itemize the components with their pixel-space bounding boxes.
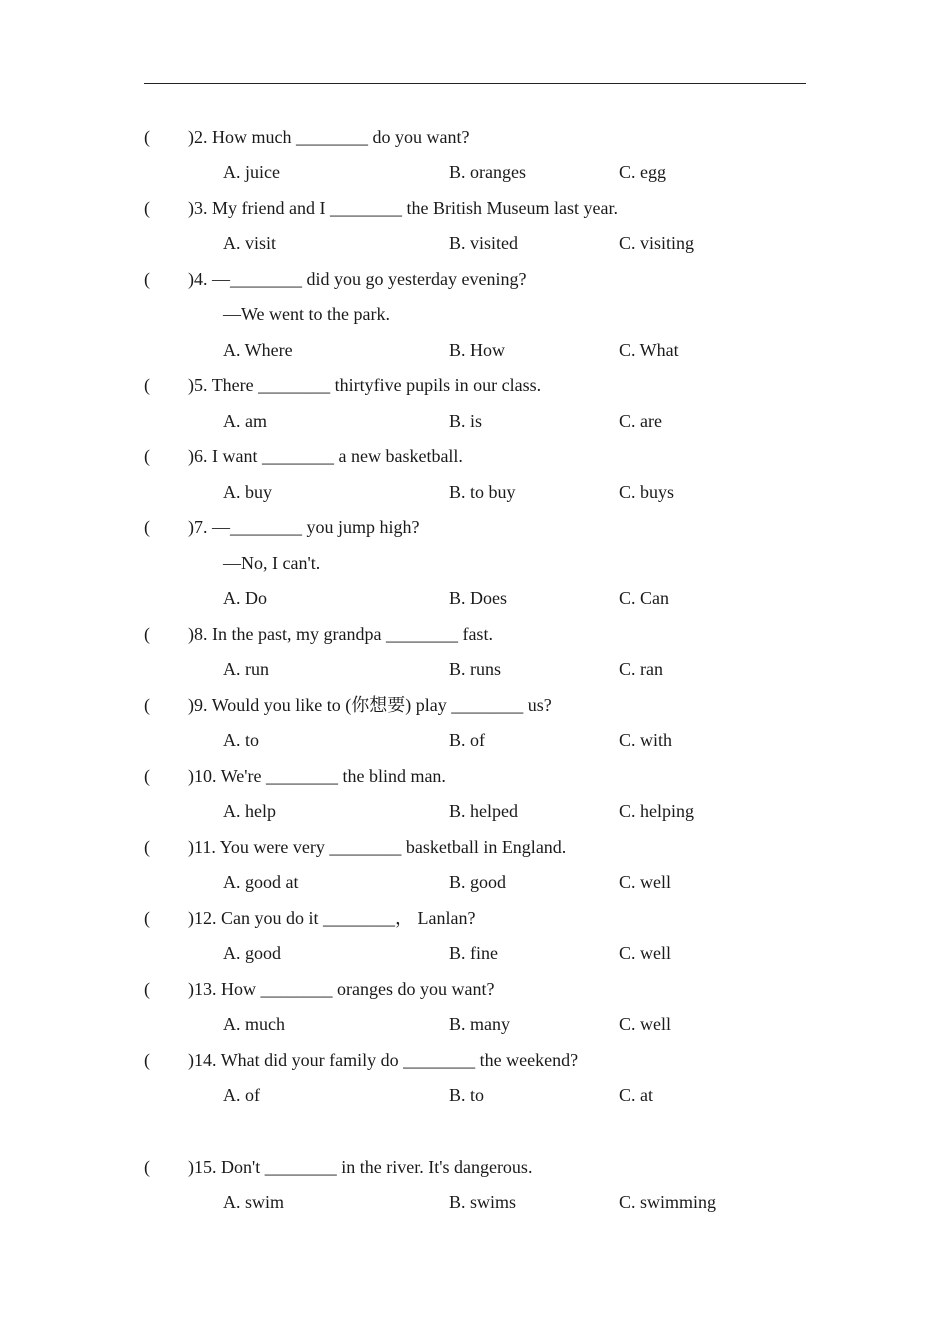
option-a: A. run <box>223 659 269 679</box>
option-b: B. How <box>449 340 506 360</box>
option-a: A. juice <box>223 162 280 182</box>
answer-paren-open: ( <box>144 446 150 466</box>
option-c: C. ran <box>619 659 663 679</box>
option-a: A. visit <box>223 233 277 253</box>
option-c: C. well <box>619 872 671 892</box>
question-text: 11. You were very ________ basketball in England. <box>194 837 567 857</box>
option-c: C. egg <box>619 162 666 182</box>
answer-paren-open: ( <box>144 1157 150 1177</box>
dialogue-reply: —No, I can't. <box>223 553 321 573</box>
question-text: 10. We're ________ the blind man. <box>194 766 446 786</box>
answer-paren-close: ) <box>188 446 194 466</box>
option-c: C. Can <box>619 588 670 608</box>
option-b: B. visited <box>449 233 519 253</box>
option-c: C. visiting <box>619 233 695 253</box>
question-text: 7. —________ you jump high? <box>194 517 420 537</box>
question-text: 13. How ________ oranges do you want? <box>194 979 495 999</box>
question-text: 3. My friend and I ________ the British Museum last year. <box>194 198 618 218</box>
option-a: A. much <box>223 1014 285 1034</box>
answer-paren-open: ( <box>144 979 150 999</box>
answer-paren-open: ( <box>144 624 150 644</box>
answer-paren-close: ) <box>188 695 194 715</box>
option-a: A. to <box>223 730 259 750</box>
question-text: 6. I want ________ a new basketball. <box>194 446 463 466</box>
option-a: A. swim <box>223 1192 285 1212</box>
option-c: C. buys <box>619 482 675 502</box>
question-text: 5. There ________ thirtyfive pupils in our class. <box>194 375 542 395</box>
question-text: 2. How much ________ do you want? <box>194 127 470 147</box>
option-a: A. help <box>223 801 276 821</box>
option-c: C. with <box>619 730 673 750</box>
option-b: B. helped <box>449 801 518 821</box>
question-text: 12. Can you do it ________， Lanlan? <box>194 908 476 928</box>
answer-paren-close: ) <box>188 624 194 644</box>
answer-paren-open: ( <box>144 695 150 715</box>
option-b: B. of <box>449 730 485 750</box>
option-c: C. What <box>619 340 679 360</box>
option-b: B. runs <box>449 659 502 679</box>
option-c: C. swimming <box>619 1192 717 1212</box>
answer-paren-open: ( <box>144 375 150 395</box>
dialogue-reply: —We went to the park. <box>223 304 391 324</box>
answer-paren-close: ) <box>188 979 194 999</box>
answer-paren-close: ) <box>188 517 194 537</box>
answer-paren-close: ) <box>188 375 194 395</box>
answer-paren-open: ( <box>144 269 150 289</box>
option-c: C. helping <box>619 801 694 821</box>
option-b: B. many <box>449 1014 510 1034</box>
answer-paren-open: ( <box>144 127 150 147</box>
answer-paren-open: ( <box>144 198 150 218</box>
option-b: B. Does <box>449 588 507 608</box>
answer-paren-close: ) <box>188 127 194 147</box>
option-a: A. good at <box>223 872 299 892</box>
answer-paren-close: ) <box>188 1050 194 1070</box>
option-a: A. Do <box>223 588 267 608</box>
answer-paren-close: ) <box>188 1157 194 1177</box>
answer-paren-close: ) <box>188 198 194 218</box>
option-b: B. good <box>449 872 507 892</box>
option-a: A. am <box>223 411 267 431</box>
option-c: C. are <box>619 411 662 431</box>
answer-paren-open: ( <box>144 517 150 537</box>
answer-paren-close: ) <box>188 269 194 289</box>
option-b: B. to buy <box>449 482 516 502</box>
option-b: B. is <box>449 411 483 431</box>
option-c: C. well <box>619 1014 671 1034</box>
answer-paren-close: ) <box>188 837 194 857</box>
option-a: A. buy <box>223 482 272 502</box>
option-c: C. at <box>619 1085 653 1105</box>
answer-paren-open: ( <box>144 1050 150 1070</box>
answer-paren-open: ( <box>144 766 150 786</box>
answer-paren-close: ) <box>188 908 194 928</box>
question-text: 4. —________ did you go yesterday evening? <box>194 269 527 289</box>
option-b: B. swims <box>449 1192 517 1212</box>
question-text: 15. Don't ________ in the river. It's dangerous. <box>194 1157 533 1177</box>
header-rule <box>144 83 806 84</box>
answer-paren-close: ) <box>188 766 194 786</box>
option-b: B. to <box>449 1085 485 1105</box>
question-text: 8. In the past, my grandpa ________ fast. <box>194 624 493 644</box>
option-c: C. well <box>619 943 671 963</box>
option-b: B. oranges <box>449 162 526 182</box>
option-b: B. fine <box>449 943 498 963</box>
option-a: A. good <box>223 943 281 963</box>
question-text: 9. Would you like to (你想要) play ________ us? <box>194 695 552 715</box>
option-a: A. of <box>223 1085 260 1105</box>
question-text: 14. What did your family do ________ the weekend? <box>194 1050 579 1070</box>
answer-paren-open: ( <box>144 908 150 928</box>
option-a: A. Where <box>223 340 293 360</box>
answer-paren-open: ( <box>144 837 150 857</box>
